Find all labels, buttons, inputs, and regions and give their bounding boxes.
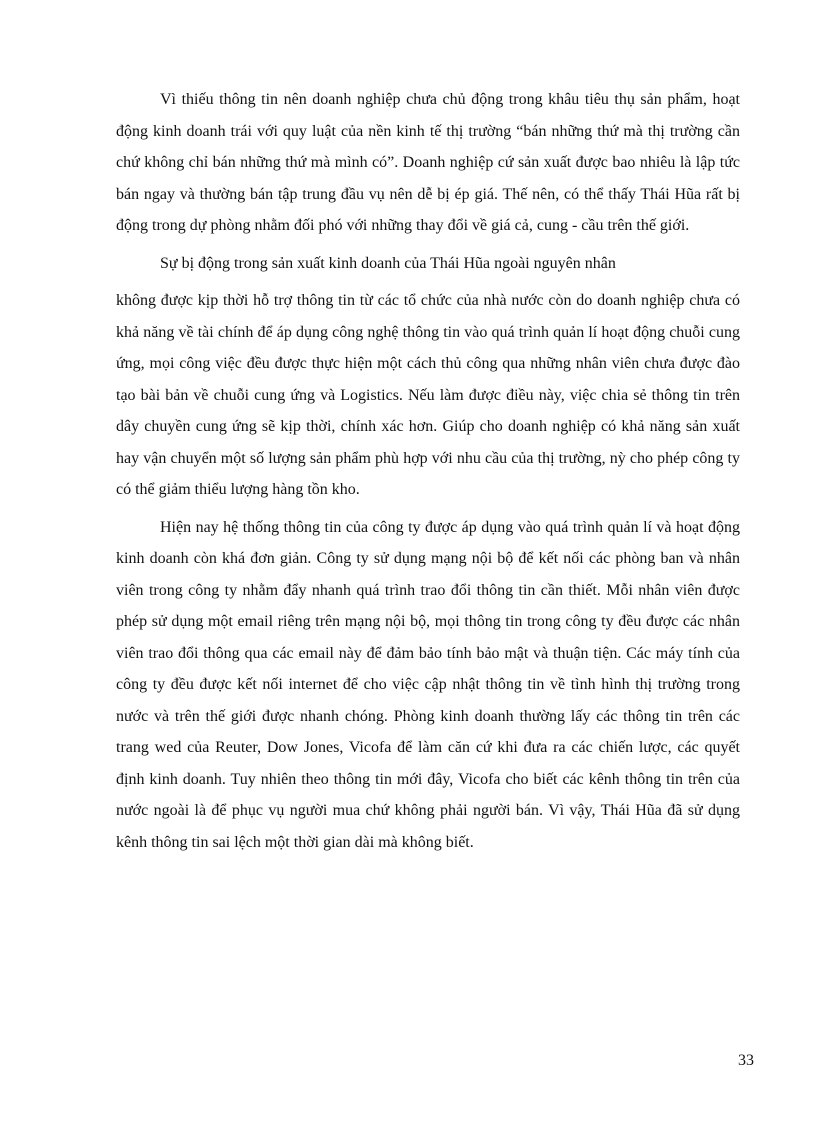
page-body <box>116 84 740 864</box>
paragraph-4: Hiện nay hệ thống thông tin của công ty được áp dụng vào quá trình quản lí và hoạt động kinh doanh còn khá đơn giản. Công ty sử dụng mạng nội bộ để kết nối các phòng ban và nhân viên trong công ty nhằm đẩy nhanh quá trình trao đổi thông tin cần thiết. Mỗi nhân viên được phép sử dụng một email riêng trên mạng nội bộ, mọi thông tin trong công ty đều được các nhân viên trao đổi thông qua các email này để đảm bảo tính bảo mật và thuận tiện. Các máy tính của công ty đều được kết nối internet để cho việc cập nhật thông tin về tình hình thị trường trong nước và trên thế giới được nhanh chóng. Phòng kinh doanh thường lấy các thông tin trên các trang wed của Reuter, Dow Jones, Vicofa để làm căn cứ khi đưa ra các chiến lược, các quyết định kinh doanh. Tuy nhiên theo thông tin mới đây, Vicofa cho biết các kênh thông tin trên của nước ngoài là để phục vụ người mua chứ không phải người bán. Vì vậy, Thái Hũa đã sử dụng kênh thông tin sai lệch một thời gian dài mà không biết. <box>116 518 740 851</box>
paragraph-1: Vì thiếu thông tin nên doanh nghiệp chưa chủ động trong khâu tiêu thụ sản phẩm, hoạt động kinh doanh trái với quy luật của nền kinh tế thị trường “bán những thứ mà thị trường cần chứ không chỉ bán những thứ mà mình có”. Doanh nghiệp cứ sản xuất được bao nhiêu là lập tức bán ngay và thường bán tập trung đầu vụ nên dễ bị ép giá. Thế nên, có thể thấy Thái Hũa rất bị động trong dự phòng nhằm đối phó với những thay đổi về giá cả, cung - cầu trên thế giới. <box>116 91 740 234</box>
paragraph-3: không được kịp thời hỗ trợ thông tin từ các tổ chức của nhà nước còn do doanh nghiệp chưa có khả năng về tài chính để áp dụng công nghệ thông tin vào quá trình quản lí hoạt động chuỗi cung ứng, mọi công việc đều được thực hiện một cách thủ công qua những nhân viên chưa được đào tạo bài bản về chuỗi cung ứng và Logistics. Nếu làm được điều này, việc chia sẻ thông tin trên dây chuyền cung ứng sẽ kịp thời, chính xác hơn. Giúp cho doanh nghiệp có khả năng sản xuất hay vận chuyển một số lượng sản phẩm phù hợp với nhu cầu của thị trường, nỳ cho phép công ty có thể giảm thiểu lượng hàng tồn kho. <box>116 292 740 498</box>
page-number: 33 <box>738 1052 754 1069</box>
paragraph-2: Sự bị động trong sản xuất kinh doanh của Thái Hũa ngoài nguyên nhân <box>160 254 616 272</box>
